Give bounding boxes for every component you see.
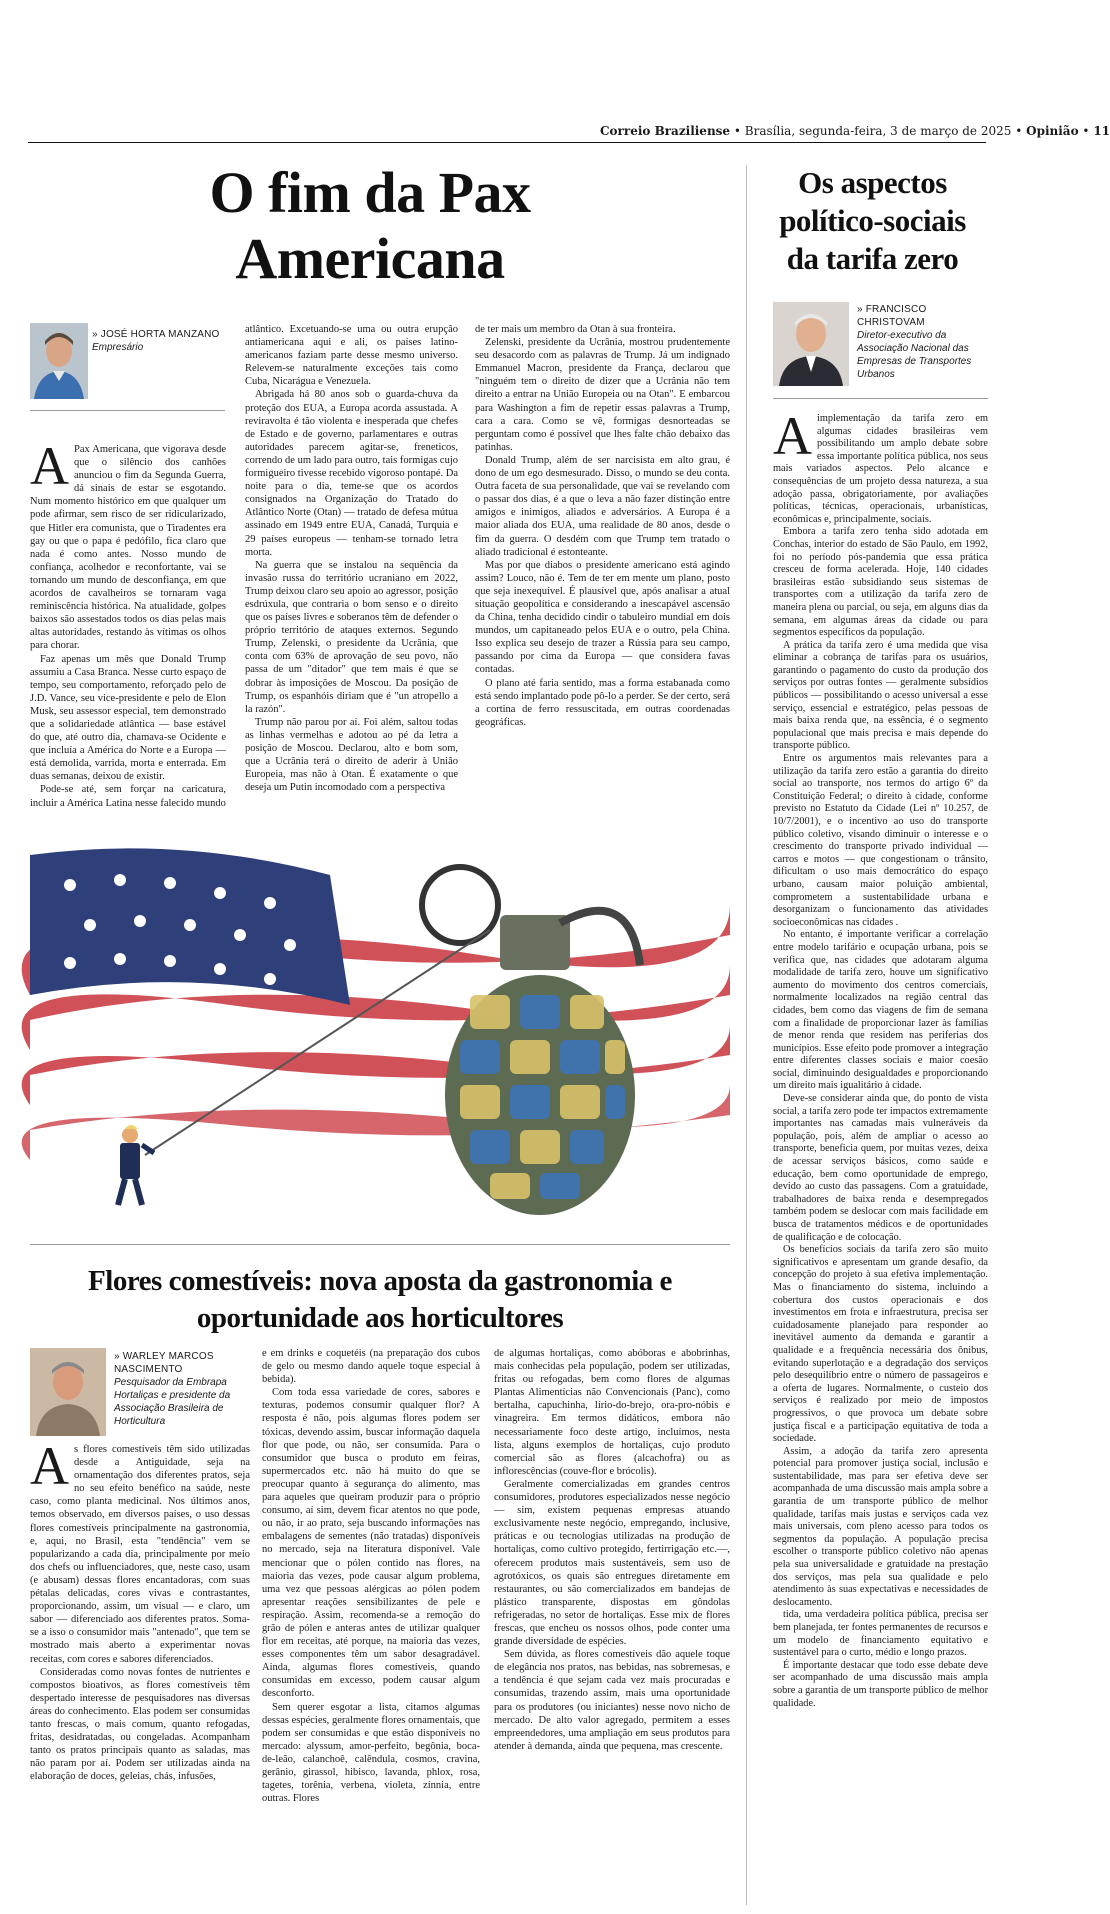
paragraph: Abrigada há 80 anos sob o guarda-chuva da proteção dos EUA, a Europa acorda assustada. A reviravolta é tão violenta e inesperada que chefes de Estado e de governo, parlamentares e outras autoridades parecem agitar-se, freneticos, correndo de um lado para outro, tais formigas cujo formigueiro tivesse recebido vigoroso pontapé. Da noite para o dia, teme-se que os acordos consignados na Organização do Tratado do Atlântico Norte (Otan) — tratado de defesa mútua assinado em 1949 entre EUA, Canadá, Turquia e 29 países europeus — tenham-se tornado letra morta. [245,389,458,558]
article-headline: Flores comestíveis: nova aposta da gastronomia e oportunidade aos horticultores [88,1265,672,1334]
paragraph: Trump não parou por aí. Foi além, saltou todas as linhas vermelhas e adotou ao pé da letra a posição de Moscou. Declarou, alto e bom som, que a Ucrânia terá o direito de aderir à União Europeia, mas não à Otan. É exatamente o que deseja um Putin incomodado com a perspectiva [245,716,458,794]
author-name: » FRANCISCO CHRISTOVAM [857,304,927,328]
section-rule [30,1244,730,1245]
paragraph: Mas por que diabos o presidente americano está agindo assim? Louco, não é. Tem de ter em mente um plano, posto que seja inexequível. É plausível que, após analisar a atual situação geopolítica e considerando a inescapável ascensão da China, tenha decidido cindir o tabuleiro mundial em dois mundos, um capitaneado pelos EUA e o outro, pela China. Isso explica seu desejo de trazer a Rússia para seu campo, passando por cima da Europa — que considera favas contadas. [475,559,730,676]
paragraph: Sem dúvida, as flores comestíveis dão aquele toque de elegância nos pratos, nas bebidas, nas sobremesas, e a tendência é que sejam cada vez mais procuradas e consumidas, trazendo assim, mais uma oportunidade para os produtores (ou iniciantes) nesse novo nicho de mercado. De alto valor agregado, permitem a esses empreendedores, uma ampliação em seus produtos para atender à demanda, ainda que pequena, mas crescente. [494,1649,730,1752]
author-role: Diretor-executivo da Associação Nacional das Empresas de Transportes Urbanos [857,330,972,380]
byline-rule [30,410,225,411]
paragraph: e em drinks e coquetéis (na preparação dos cubos de gelo ou mesmo dando aquele toque especial à bebida). [262,1348,480,1386]
paragraph: tida, uma verdadeira política pública, precisa ser bem planejada, ter fontes permanentes de recursos e um modelo de financiamento equitativo e sustentável para o curto, médio e longo prazos. [773,1609,988,1659]
paragraph: Faz apenas um mês que Donald Trump assumiu a Casa Branca. Nesse curto espaço de tempo, seu comportamento, reforçado pelo de J.D. Vance, seu vice-presidente e pelo de Elon Musk, seu assessor especial, tem demonstrado que a solidariedade atlântica — base estável do que, até outro dia, chamava-se Ocidente e que incluía a América do Norte e a Europa — está demolida, varrida, morta e enterrada. Em duas semanas, deixou de existir. [30,653,226,783]
article-column [773,406,988,1903]
paragraph: Assim, a adoção da tarifa zero apresenta potencial para promover justiça social, inclusão e sustentabilidade, mas para ser efetiva deve ser acompanhada de uma discussão mais ampla sobre a garantia de um transporte público de melhor qualidade, tarifas mais justas e serviços cada vez mais universais, com pleno acesso para todos os segmentos da população. A população precisa escolher o transporte público coletivo não apenas pela sua universalidade e gratuidade na prestação dos serviços, mas pela sua qualidade e pelo atendimento às suas expectativas e necessidades de deslocamento. [773,1445,988,1608]
paragraph: de ter mais um membro da Otan à sua fronteira. [475,324,676,335]
paragraph: Geralmente comercializadas em grandes centros consumidores, produtores especializados nesse negócio — sim, existem pequenas empresas atuando exclusivamente neste negócio, empregando, inclusive, práticas e ou tecnologias utilizadas na produção de hortaliças, como cultivo protegido, fertirrigação etc.—, oferecem produtos mais sustentáveis, sem uso de agrotóxicos, os quais são entregues diretamente em restaurantes, ou são comercializados em bandejas de plástico transparente, dispostas em gôndolas refrigeradas, no setor de hortaliças. Esse mix de flores frescas, que encheu os nossos olhos, pode conter uma grande diversidade de espécies. [494,1478,730,1648]
paragraph: implementação da tarifa zero em algumas cidades brasileiras vem possibilitando um amplo debate sobre essa importante política pública, nos seus mais variados aspectos. Pelo alcance e consequências de um projeto dessa natureza, a sua adoção passa, obrigatoriamente, por avaliações políticas, técnicas, operacionais, urbanísticas, econômicas e, principalmente, sociais. [773,413,988,525]
article-column-1 [30,1436,250,1903]
author-name: » WARLEY MARCOS NASCIMENTO [114,1351,214,1375]
paragraph: Com toda essa variedade de cores, sabores e texturas, podemos consumir qualquer flor? A resposta é não, pois algumas flores podem ser tóxicas, devendo assim, buscar informação daquela flor que pode, ou não, ser consumida. Para o consumidor que busca o produto em feiras, supermercados etc. não há muito do que se preocupar quanto à segurança do alimento, mas para aqueles que queiram produzir para o próprio consumo, aí sim, devem ficar atentos no que pode, ou não, ir ao prato, seja buscando informações nas embalagens de sementes (não tratadas) disponíveis no mercado, seja na literatura disponível. Vale mencionar que o pólen contido nas flores, na maioria das vezes, pode causar algum problema, uma vez que pessoas alérgicas ao pólen podem apresentar reações sensibilizantes de pele e respiração. Assim, recomenda-se a remoção do grão de pólen e anteras antes de utilizar qualquer flor em receitas, até porque, na maioria das vezes, esses componentes têm um sabor desagradável. Ainda, algumas flores comestíveis, quando consumidas em excesso, podem causar algum desconforto. [262,1387,480,1700]
header-rule [28,142,986,143]
paragraph: atlântico. Excetuando-se uma ou outra erupção antiamericana aqui e ali, os países latino-americanos faziam parte desse mesmo universo. Relevem-se naturalmente exceções tais como Cuba, Nicarágua e Venezuela. [245,324,458,388]
paragraph: A prática da tarifa zero é uma medida que visa eliminar a cobrança de tarifas para os usuários, garantindo o pagamento do custo da produção dos serviços por outras fontes — geralmente subsídios públicos — possibilitando o acesso universal a esse serviço, essencial e estratégico, pelas pessoas de mais baixa renda que, na essência, é o segmento populacional que mais precisa e mais depende do transporte público. [773,639,988,752]
paragraph: Sem querer esgotar a lista, citamos algumas dessas espécies, geralmente flores ornamentais, que podem ser consumidas e que estão disponíveis no mercado: alyssum, amor-perfeito, begônia, boca-de-leão, calanchoê, calêndula, cosmos, cravina, gerânio, girassol, hibisco, lavanda, phlox, rosa, tagetes, torênia, verbena, violeta, zínnia, entre outras. Flores [262,1701,480,1805]
header-separator: • [1082,124,1090,138]
author-role: Empresário [92,342,144,353]
author-byline [92,328,222,354]
paragraph: Consideradas como novas fontes de nutrientes e compostos bioativos, as flores comestíveis têm despertado interesse de pesquisadores nas diversas áreas do conhecimento. Elas podem ser consumidas tanto frescas, o mais comum, quanto refogadas, fritas, desidratadas, ou congeladas. Acompanham tanto os pratos principais quanto as saladas, mas não param por aí. Podem ser utilizadas ainda na elaboração de doces, geleias, chás, infusões, [30,1666,250,1783]
author-photo [30,323,88,399]
paragraph: Deve-se considerar ainda que, do ponto de vista social, a tarifa zero pode ter impactos extremamente importantes nas camadas mais vulneráveis da população, pois, além de ampliar o acesso ao transporte, beneficia quem, por muitas vezes, deixa de acessar serviços básicos, como saúde e educação, bem como oportunidade de emprego, devido ao custo das passagens. Com a gratuidade, trabalhadores de baixa renda e desempregados também podem se deslocar com mais facilidade em busca de tratamentos médicos e de oportunidades de qualificação e de colocação. [773,1093,988,1243]
author-byline [857,303,987,381]
paragraph: O plano até faria sentido, mas a forma estabanada como está sendo implantado pode pô-lo a perder. Se der certo, será a cortina de ferro ressuscitada, em outras coordenadas geográficas. [475,677,730,728]
article-column-3 [475,323,730,828]
drop-cap: A [30,436,69,496]
paragraph: Entre os argumentos mais relevantes para a utilização da tarifa zero estão a garantia do direito social ao transporte, nos termos do artigo 6º da Constituição Federal; o direito à cidade, conforme previsto no Estatuto da Cidade (Lei nº 10.257, de 10/7/2001), e o incentivo ao uso do transporte público coletivo, visando diminuir o interesse e o crescimento do transporte privado individual — carros e motos — que congestionam o trânsito, dificultam o uso mais democrático do espaço urbano, causam maior poluição ambiental, comprometem a sustentabilidade urbana e desorganizam o funcionamento das atividades socioeconômicas nas cidades . [773,753,988,928]
article-column-2 [245,323,458,828]
header-separator: • [1015,124,1023,138]
page-header [600,124,1110,138]
paragraph: Pax Americana, que vigorava desde que o silêncio dos canhões anunciou o fim da Segunda Guerra, dá sinais de estar se esgotando. Num momento histórico em que qualquer um pode afirmar, sem risco de ser ridicularizado, que Hitler era comunista, que o Tiradentes era gay ou que o papa é pedófilo, fica claro que nada é como antes. Nosso mundo de confiança, acolhedor e reconfortante, vai se tornando um mundo de desconfiança, em que acordos de cavalheiros se tornaram vaga reminiscência histórica. Na atualidade, golpes baixos são assestados todos os dias pelas mais altas autoridades, restando às vítimas os olhos para chorar. [30,444,226,652]
column-divider [746,165,747,1905]
paragraph: Na guerra que se instalou na sequência da invasão russa do território ucraniano em 2022, Trump deixou claro seu apoio ao agressor, posição esdrúxula, que contraria o bom senso e o direito que os países livres e soberanos têm de defender o próprio território de ataques externos. Segundo Trump, Zelenski, o presidente da Ucrânia, que conta com 63% de aprovação de seu povo, não passa de um "ditador" que tem mais é que se dobrar às imposições de Moscou. Da posição de Trump, os espanhóis diriam que é "un atropello a la razón". [245,559,458,715]
paragraph: Embora a tarifa zero tenha sido adotada em Conchas, interior do estado de São Paulo, em 1992, foi no período pós-pandemia que essa prática cresceu de forma acelerada. Hoje, 140 cidades brasileiras estão subsidiando seus sistemas de transportes com a utilização da tarifa zero de maneira plena ou parcial, ou seja, em alguns dias da semana, em algumas áreas da cidade ou para segmentos específicos da população. [773,526,988,639]
newspaper-name: Correio Braziliense [600,124,731,138]
article-column-2 [262,1347,480,1903]
paragraph: Zelenski, presidente da Ucrânia, mostrou prudentemente seu desacordo com as palavras de Trump. Já um indignado Emmanuel Macron, presidente da França, declarou que "ninguém tem o direito de dizer que a Ucrânia não tem direito a entrar na União Europeia ou na Otan". E embarcou para Washington a fim de repetir essas palavras a Trump, cara a cara. Como se vê, formigas desnorteadas se perguntam como é possível que lhes falte chão debaixo das patinhas. [475,337,730,453]
paragraph: s flores comestíveis têm sido utilizadas desde a Antiguidade, seja na ornamentação dos diferentes pratos, seja no seu efeito benéfico na saúde, neste caso, como planta medicinal. Nos últimos anos, temos observado, em diversos países, o uso dessas flores comestíveis principalmente na gastronomia, e, aqui, no Brasil, esta "tendência" vem se popularizando a cada dia, principalmente por meio dos chefs ou influenciadores, que, neste caso, usam (e abusam) dessas flores encantadoras, com suas pétalas delicadas, cores vivas e contrastantes, proporcionando, assim, um visual — e claro, um sabor — diferenciado aos diferentes pratos. Soma-se a isso o consumidor mais "antenado", que tem se mostrado mais aberto a experimentar novas receitas, com cores e sabores diferenciados. [30,1444,250,1665]
paragraph: de algumas hortaliças, como abóboras e abobrinhas, mais conhecidas pela população, podem ser utilizadas, fritas ou refogadas, bem como flores de algumas Plantas Alimentícias não Convencionais (Panc), como bertalha, capuchinha, lírio-do-brejo, ora-pro-nóbis e vinagreira. Em termos didáticos, embora não necessariamente foco deste artigo, incluímos, nesta lista, alguns exemplos de hortaliças, cujo produto comercial são as flores (alcachofra) ou as inflorescências (couve-flor e brócolis). [494,1348,730,1477]
article-column-1 [30,436,226,827]
illustration-flag-grenade [30,845,730,1229]
paragraph: Donald Trump, além de ser narcisista em alto grau, é dono de um ego desmesurado. Disso, o mundo se deu conta. Outra faceta de sua personalidade, que vai se revelando com o passar dos dias, é a que o leva a não fazer distinção entre amigos e inimigos, aliados e adversários. A Europa é a maior aliada dos EUA, uma realidade de 80 anos, desde o fim da guerra. O desdém com que Trump tem tratado o aliado tradicional é estonteante. [475,454,730,558]
article-headline: O fim da Pax Americana [209,160,531,291]
author-byline [114,1350,249,1428]
drop-cap: A [773,406,812,466]
byline-rule [773,398,988,399]
author-photo [773,302,849,386]
section-name: Opinião [1026,124,1079,138]
article-headline: Os aspectos político-sociais da tarifa zero [779,165,966,276]
page-number: 11 [1093,124,1110,138]
paragraph: No entanto, é importante verificar a correlação entre modelo tarifário e ocupação urbana, pois se verifica que, nas cidades que adotaram alguma modalidade de tarifa zero, houve um significativo aumento do movimento dos centros comerciais, normalmente localizados na região central das cidades, bem como das viagens de fim de semana com a finalidade de proporcionar lazer às famílias de menor renda que residem nas periferias dos municípios. Esse efeito pode promover a integração entre diferentes classes sociais e maior coesão social, diminuindo desigualdades e proporcionando um direito mais igualitário à cidade. [773,929,988,1092]
drop-cap: A [30,1436,69,1496]
dateline: Brasília, segunda-feira, 3 de março de 2025 [744,124,1012,138]
paragraph: É importante destacar que todo esse debate deve ser acompanhado de uma discussão mais ampla sobre a garantia de um transporte público de melhor qualidade. [773,1659,988,1709]
paragraph: Pode-se até, sem forçar na caricatura, incluir a América Latina nesse falecido mundo [30,784,226,809]
author-role: Pesquisador da Embrapa Hortaliças e presidente da Associação Brasileira de Horticultura [114,1377,231,1427]
article-column-3 [494,1347,730,1903]
author-photo [30,1348,106,1436]
paragraph: Os benefícios sociais da tarifa zero são muito significativos e apresentam um grande desafio, da concepção do projeto à sua efetiva implementação. Mas o financiamento do sistema, incluindo a cobertura dos custos operacionais e dos investimentos em frota e infraestrutura, precisa ser cuidadosamente planejado para responder ao inevitável aumento da demanda e garantir a qualidade e a frequência necessária dos ônibus, evitando superlotação e a degradação dos serviços pelo desequilíbrio entre o número de passageiros e a oferta de lugares. Normalmente, o custeio dos serviços é realizado por meio de impostos progressivos, o que provoca um debate sobre justiça fiscal e a participação equitativa de toda a sociedade. [773,1244,988,1445]
author-name: » JOSÉ HORTA MANZANO [92,329,220,340]
header-separator: • [733,124,741,138]
